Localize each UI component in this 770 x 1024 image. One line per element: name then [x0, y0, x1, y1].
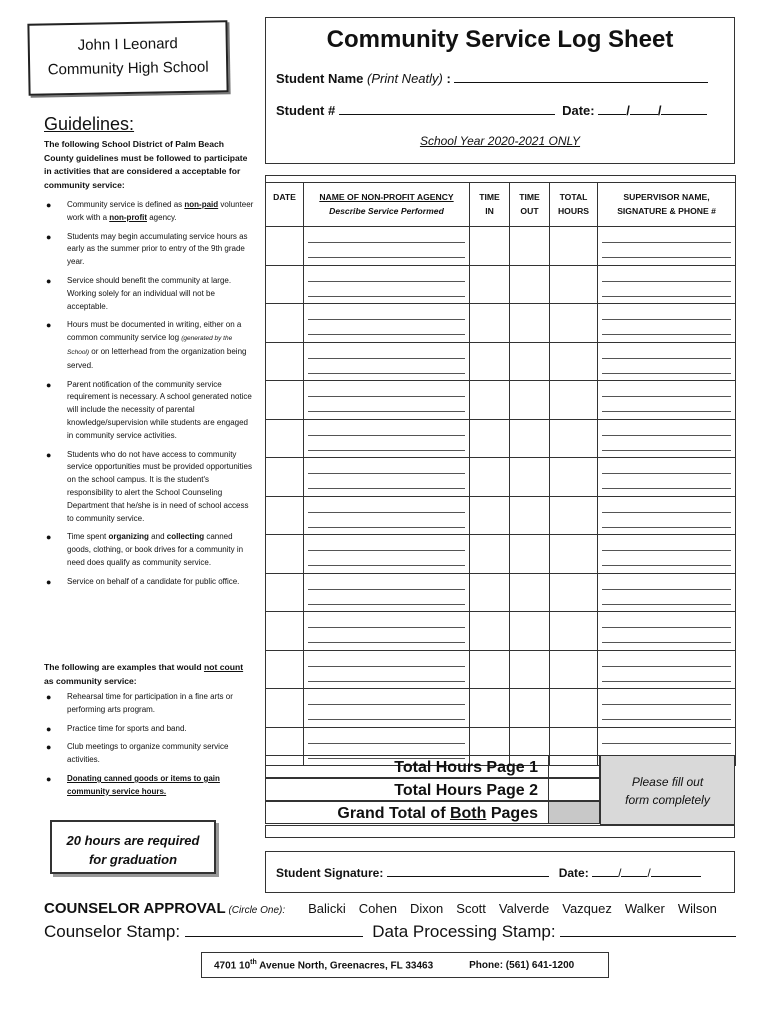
total-hours-cell[interactable] [550, 381, 598, 420]
form-header [265, 17, 735, 164]
time-out-cell[interactable] [510, 458, 550, 497]
signature-month-field[interactable] [592, 864, 618, 877]
col-date: DATE [266, 183, 304, 227]
date-year-field[interactable] [661, 102, 707, 115]
address-box [201, 952, 609, 978]
agency-cell[interactable] [304, 458, 470, 497]
bullet-icon: ● [46, 200, 52, 210]
counselor-option[interactable]: Cohen [358, 901, 398, 916]
student-signature-field[interactable] [387, 864, 549, 877]
time-out-cell[interactable] [510, 573, 550, 612]
date-cell[interactable] [266, 612, 304, 651]
time-out-cell[interactable] [510, 689, 550, 728]
log-row [266, 304, 736, 343]
time-in-cell[interactable] [470, 612, 510, 651]
agency-cell[interactable] [304, 342, 470, 381]
date-cell[interactable] [266, 304, 304, 343]
date-cell[interactable] [266, 535, 304, 574]
time-out-cell[interactable] [510, 419, 550, 458]
school-year: School Year 2020-2021 ONLY [419, 134, 581, 148]
student-name-field[interactable] [454, 70, 708, 83]
fill-out-note: Please fill out form completely [600, 755, 735, 825]
stamp-row: Counselor Stamp: Data Processing Stamp: [44, 922, 736, 942]
date-cell[interactable] [266, 227, 304, 266]
supervisor-cell[interactable] [598, 419, 736, 458]
log-row [266, 342, 736, 381]
agency-cell[interactable] [304, 304, 470, 343]
time-in-cell[interactable] [470, 650, 510, 689]
guidelines-list [44, 199, 256, 595]
school-banner [27, 20, 228, 95]
supervisor-cell[interactable] [598, 227, 736, 266]
graduation-requirement-box: 20 hours are required for graduation [50, 820, 216, 874]
counselor-option[interactable]: Dixon [410, 901, 444, 916]
service-log-table [265, 175, 736, 766]
bullet-icon: ● [46, 379, 52, 390]
agency-cell[interactable] [304, 689, 470, 728]
school-name-line2: Community High School [47, 58, 209, 79]
total-hours-cell[interactable] [550, 535, 598, 574]
counselor-stamp-field[interactable] [185, 922, 363, 937]
grand-total-field[interactable] [548, 801, 600, 824]
time-in-cell[interactable] [470, 458, 510, 497]
signature-year-field[interactable] [651, 864, 701, 877]
total-hours-cell[interactable] [550, 612, 598, 651]
agency-cell[interactable] [304, 612, 470, 651]
data-processing-stamp-field[interactable] [560, 922, 736, 937]
school-address: 4701 10th Avenue North, Greenacres, FL 33463 Phone: (561) 641-1200 [214, 959, 575, 972]
supervisor-cell[interactable] [598, 689, 736, 728]
student-number-field[interactable] [339, 102, 555, 115]
supervisor-cell[interactable] [598, 381, 736, 420]
date-day-field[interactable] [630, 102, 658, 115]
supervisor-cell[interactable] [598, 535, 736, 574]
time-out-cell[interactable] [510, 650, 550, 689]
date-cell[interactable] [266, 650, 304, 689]
agency-cell[interactable] [304, 419, 470, 458]
total-hours-cell[interactable] [550, 573, 598, 612]
not-count-item: ● Rehearsal time for participation in a fine arts or performing arts program. [46, 692, 233, 714]
log-row [266, 573, 736, 612]
not-count-item: ● Practice time for sports and band. [46, 723, 187, 734]
not-count-item: ● Club meetings to organize community service activities. [46, 742, 229, 765]
counselor-approval: COUNSELOR APPROVAL (Circle One): Balicki Cohen Dixon Scott Valverde Vazquez Walker Wilson [44, 900, 717, 917]
total-hours-cell[interactable] [550, 496, 598, 535]
counselor-option[interactable]: Walker [624, 901, 665, 916]
guideline-item: ● Parent notification of the community service requirement is necessary. A school generated notice will include the necessity of parental knowledge/supervision while students are engaged in community service activities. [46, 379, 252, 440]
time-in-cell[interactable] [470, 496, 510, 535]
log-rows [266, 227, 736, 766]
time-out-cell[interactable] [510, 304, 550, 343]
agency-cell[interactable] [304, 496, 470, 535]
school-phone: Phone: (561) 641-1200 [469, 960, 575, 972]
col-supervisor: SUPERVISOR NAME, SIGNATURE & PHONE # [598, 183, 736, 227]
time-in-cell[interactable] [470, 689, 510, 728]
time-in-cell[interactable] [470, 573, 510, 612]
student-number-row: Student # Date: / / [276, 102, 707, 118]
total-hours-cell[interactable] [550, 650, 598, 689]
agency-cell[interactable] [304, 650, 470, 689]
counselor-option[interactable]: Scott [456, 901, 486, 916]
supervisor-cell[interactable] [598, 650, 736, 689]
bullet-icon: ● [46, 723, 52, 734]
time-out-cell[interactable] [510, 381, 550, 420]
log-row [266, 381, 736, 420]
time-in-cell[interactable] [470, 304, 510, 343]
counselor-option[interactable]: Vazquez [562, 901, 612, 916]
agency-cell[interactable] [304, 573, 470, 612]
page-title: Community Service Log Sheet [326, 26, 674, 53]
total-page1-field[interactable] [548, 755, 600, 778]
date-cell[interactable] [266, 419, 304, 458]
total-hours-cell[interactable] [550, 419, 598, 458]
bullet-icon: ● [46, 742, 52, 753]
table-bottom-strip [265, 825, 735, 838]
date-cell[interactable] [266, 342, 304, 381]
date-month-field[interactable] [598, 102, 626, 115]
guideline-item: ● Hours must be documented in writing, either on a common community service log (generated by the School) or on letterhead from the organization being served. [46, 320, 247, 370]
date-cell[interactable] [266, 573, 304, 612]
date-cell[interactable] [266, 381, 304, 420]
supervisor-cell[interactable] [598, 496, 736, 535]
log-row [266, 496, 736, 535]
agency-cell[interactable] [304, 381, 470, 420]
log-row [266, 650, 736, 689]
supervisor-cell[interactable] [598, 573, 736, 612]
bullet-icon: ● [46, 449, 52, 460]
guideline-item: ● Service should benefit the community at large. Working solely for an individual will not be acceptable. [46, 275, 232, 311]
total-hours-cell[interactable] [550, 689, 598, 728]
date-cell[interactable] [266, 496, 304, 535]
not-count-heading: The following are examples that would not count as community service: [44, 662, 244, 686]
col-time-out: TIME OUT [510, 183, 550, 227]
guidelines-intro: The following School District of Palm Beach County guidelines must be followed to participate in activities that are considered a acceptable for community service: [44, 139, 248, 190]
time-out-cell[interactable] [510, 612, 550, 651]
time-out-cell[interactable] [510, 227, 550, 266]
date-cell[interactable] [266, 265, 304, 304]
guidelines-title: Guidelines: [44, 114, 135, 134]
time-in-cell[interactable] [470, 535, 510, 574]
total-hours-cell[interactable] [550, 342, 598, 381]
guideline-item: ● Time spent organizing and collecting canned goods, clothing, or book drives for a community in need does qualify as community service. [46, 532, 244, 567]
supervisor-cell[interactable] [598, 342, 736, 381]
col-total-hours: TOTAL HOURS [550, 183, 598, 227]
signature-day-field[interactable] [621, 864, 647, 877]
time-out-cell[interactable] [510, 535, 550, 574]
table-header-row [266, 183, 736, 227]
total-page2-field[interactable] [548, 778, 600, 801]
bullet-icon: ● [46, 231, 52, 242]
bullet-icon: ● [46, 275, 52, 286]
date-cell[interactable] [266, 689, 304, 728]
total-hours-cell[interactable] [550, 265, 598, 304]
total-page2-label: Total Hours Page 2 [265, 778, 548, 801]
bullet-icon: ● [46, 773, 52, 784]
guideline-item: ● Service on behalf of a candidate for public office. [46, 576, 240, 587]
time-in-cell[interactable] [470, 342, 510, 381]
agency-cell[interactable] [304, 265, 470, 304]
guideline-item: ● Community service is defined as non-paid volunteer work with a non-profit agency. [46, 200, 254, 222]
agency-cell[interactable] [304, 227, 470, 266]
supervisor-cell[interactable] [598, 265, 736, 304]
agency-cell[interactable] [304, 535, 470, 574]
counselor-option[interactable]: Wilson [677, 901, 717, 916]
not-count-item: ● Donating canned goods or items to gain community service hours. [46, 773, 220, 796]
time-out-cell[interactable] [510, 342, 550, 381]
counselor-option[interactable]: Balicki [308, 901, 346, 916]
counselor-option[interactable]: Valverde [498, 901, 550, 916]
time-in-cell[interactable] [470, 419, 510, 458]
total-hours-cell[interactable] [550, 227, 598, 266]
school-name-line1: John I Leonard [77, 35, 178, 54]
log-row [266, 535, 736, 574]
total-hours-cell[interactable] [550, 458, 598, 497]
grand-total-label: Grand Total of Both Pages [265, 801, 548, 824]
col-agency: NAME OF NON-PROFIT AGENCY Describe Service Performed [304, 183, 470, 227]
time-out-cell[interactable] [510, 265, 550, 304]
bullet-icon: ● [46, 320, 52, 331]
signature-box: Student Signature: Date: / / [265, 851, 735, 893]
guideline-item: ● Students who do not have access to community service opportunities must be provided opportunities on the school campus. It is the student's responsibility to alert the School Counseling Department that he/she is in need of school access to community service. [46, 449, 252, 523]
total-page1-label: Total Hours Page 1 [265, 755, 548, 778]
supervisor-cell[interactable] [598, 458, 736, 497]
log-row [266, 419, 736, 458]
date-cell[interactable] [266, 458, 304, 497]
totals-section [265, 755, 735, 825]
log-row [266, 612, 736, 651]
log-row [266, 265, 736, 304]
log-row [266, 227, 736, 266]
log-row [266, 689, 736, 728]
time-in-cell[interactable] [470, 227, 510, 266]
supervisor-cell[interactable] [598, 304, 736, 343]
guideline-item: ● Students may begin accumulating service hours as early as the summer prior to entry of the 9th grade year. [46, 231, 248, 267]
not-count-list [44, 691, 256, 805]
bullet-icon: ● [46, 532, 52, 543]
supervisor-cell[interactable] [598, 612, 736, 651]
col-time-in: TIME IN [470, 183, 510, 227]
student-name-row: Student Name (Print Neatly) : [276, 70, 708, 86]
log-row [266, 458, 736, 497]
time-out-cell[interactable] [510, 496, 550, 535]
time-in-cell[interactable] [470, 381, 510, 420]
total-hours-cell[interactable] [550, 304, 598, 343]
time-in-cell[interactable] [470, 265, 510, 304]
bullet-icon: ● [46, 692, 52, 702]
bullet-icon: ● [46, 576, 52, 587]
